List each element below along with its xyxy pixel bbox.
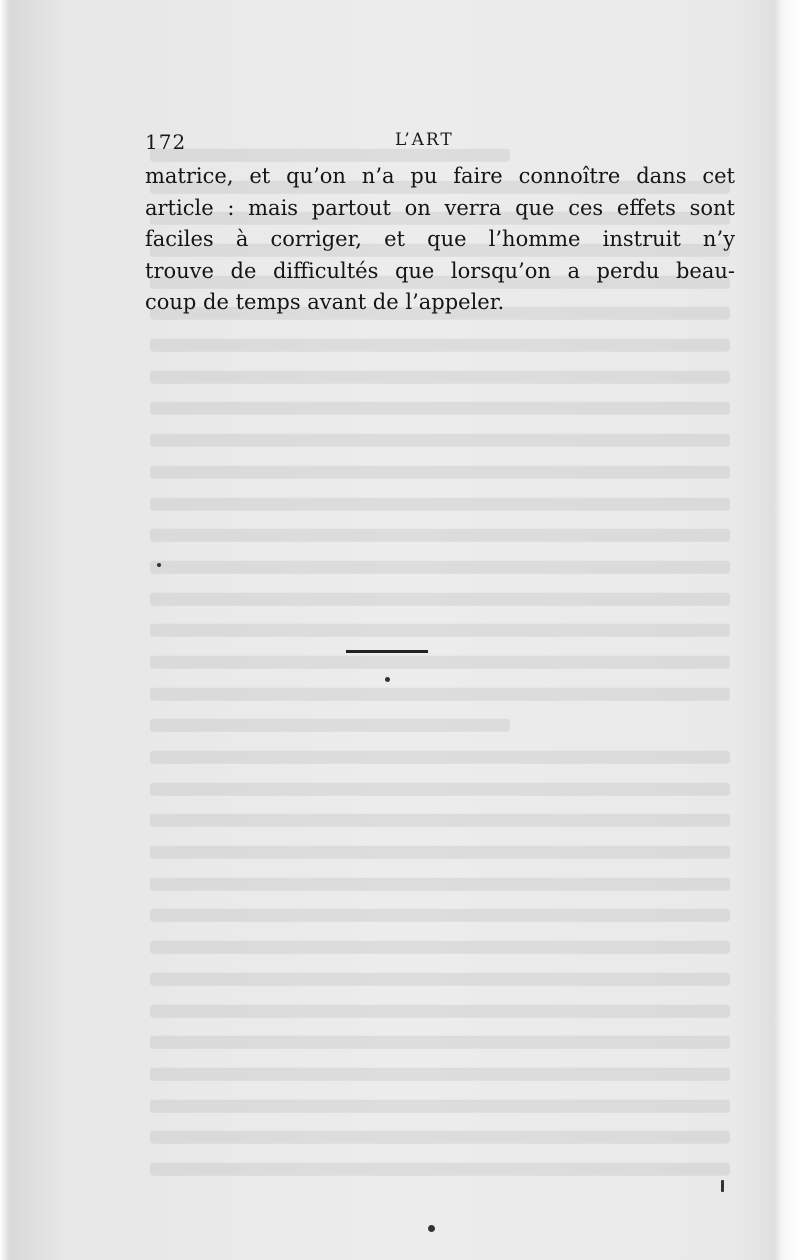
bleed-bar: [150, 1036, 730, 1049]
bleed-row: [150, 552, 730, 584]
bleed-row: [150, 869, 730, 901]
bleed-row: [150, 615, 730, 647]
section-end-rule: [346, 650, 428, 653]
running-head: L’ART: [395, 130, 454, 150]
bleed-bar: [150, 1163, 730, 1176]
bleed-bar: [150, 434, 730, 447]
bleed-bar: [150, 592, 730, 605]
bleed-bar: [150, 719, 510, 732]
bleed-bar: [150, 909, 730, 922]
bleed-row: [150, 837, 730, 869]
page-binding-edge: [774, 0, 800, 1260]
bleed-bar: [150, 371, 730, 384]
bleed-bar: [150, 561, 730, 574]
bleed-bar: [150, 402, 730, 415]
bleed-row: [150, 1154, 730, 1186]
bleed-bar: [150, 814, 730, 827]
bleed-bar: [150, 941, 730, 954]
bleed-row: [150, 1059, 730, 1091]
bleed-row: [150, 362, 730, 394]
bleed-row: [150, 330, 730, 362]
bleed-row: [150, 1027, 730, 1059]
bleed-row: [150, 964, 730, 996]
bleed-row: [150, 742, 730, 774]
bleed-bar: [150, 339, 730, 352]
bleed-row: [150, 394, 730, 426]
bleed-bar: [150, 1131, 730, 1144]
ink-speck: [428, 1225, 435, 1232]
bleed-bar: [150, 656, 730, 669]
bleed-bar: [150, 1004, 730, 1017]
bleed-row: [150, 520, 730, 552]
ink-speck: [721, 1180, 724, 1192]
bleed-row: [150, 774, 730, 806]
ink-speck: [157, 563, 161, 567]
page-header: [145, 127, 735, 161]
bleed-row: [150, 1122, 730, 1154]
text-line: article : mais partout on verra que ces effets sont: [145, 195, 735, 220]
bleed-row: [150, 901, 730, 933]
bleed-row: [150, 679, 730, 711]
page-left-edge: [0, 0, 10, 1260]
text-line: faciles à corriger, et que l’homme instruit n’y: [145, 227, 735, 251]
body-text: [145, 161, 735, 319]
bleed-bar: [150, 687, 730, 700]
bleed-row: [150, 647, 730, 679]
bleed-bar: [150, 846, 730, 859]
ink-speck: [385, 677, 390, 682]
text-line: trouve de difficultés que lorsqu’on a perdu beau-: [145, 258, 735, 283]
bleed-bar: [150, 624, 730, 637]
bleed-row: [150, 710, 730, 742]
bleed-row: [150, 489, 730, 521]
bleed-bar: [150, 973, 730, 986]
bleed-bar: [150, 782, 730, 795]
bleed-row: [150, 805, 730, 837]
bleed-row: [150, 1091, 730, 1123]
text-line: coup de temps avant de l’appeler.: [145, 290, 505, 314]
bleed-bar: [150, 466, 730, 479]
bleed-bar: [150, 1068, 730, 1081]
bleed-row: [150, 932, 730, 964]
bleed-bar: [150, 751, 730, 764]
bleed-bar: [150, 1099, 730, 1112]
book-page: [145, 127, 735, 319]
bleed-row: [150, 996, 730, 1028]
bleed-row: [150, 457, 730, 489]
page-number: 172: [145, 130, 187, 154]
bleed-row: [150, 584, 730, 616]
bleed-bar: [150, 529, 730, 542]
text-line: matrice, et qu’on n’a pu faire connoître dans cet: [145, 164, 735, 188]
bleed-bar: [150, 497, 730, 510]
bleed-row: [150, 425, 730, 457]
bleed-bar: [150, 878, 730, 891]
